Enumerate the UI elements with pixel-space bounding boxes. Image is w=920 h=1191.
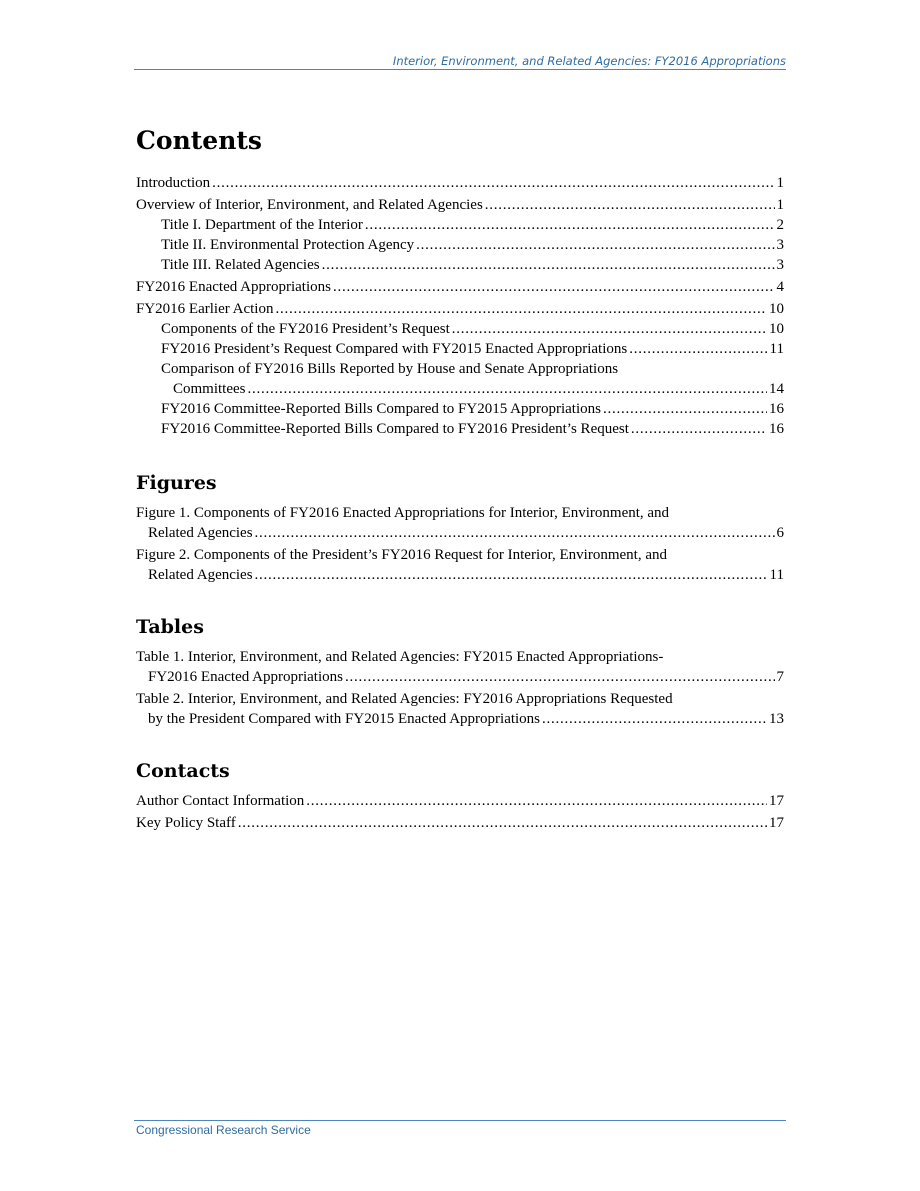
dot-leader [485,195,775,215]
toc-entry-text-line2: Related Agencies [148,525,253,541]
toc-entry-text: FY2016 Earlier Action [136,301,274,317]
toc-entry-title-i[interactable] [136,215,784,235]
toc-entry-table-1[interactable] [136,647,784,687]
figures-heading: Figures [136,472,217,494]
toc-page-number: 3 [776,257,784,273]
toc-entry-committee-vs-fy2015[interactable] [136,399,784,419]
toc-entry-text: Components of the FY2016 President’s Request [161,321,450,337]
toc-page-number: 16 [769,421,784,437]
toc-page-number: 3 [776,237,784,253]
toc-page-number: 14 [769,381,784,397]
toc-entry-overview[interactable] [136,195,784,215]
dot-leader [238,813,767,833]
toc-entry-text: Overview of Interior, Environment, and Related Agencies [136,197,483,213]
toc-entry-enacted[interactable] [136,277,784,297]
contents-section [136,123,784,439]
footer-divider [134,1120,786,1121]
dot-leader [629,339,767,359]
toc-entry-text: Author Contact Information [136,793,305,809]
dot-leader [212,173,774,193]
toc-entry-text: Key Policy Staff [136,815,236,831]
toc-entry-figure-1[interactable] [136,503,784,543]
toc-page-number: 10 [769,301,784,317]
toc-entry-text: FY2016 President’s Request Compared with FY2015 Enacted Appropriations [161,341,628,357]
dot-leader [248,379,768,399]
contacts-section [136,757,784,833]
dot-leader [333,277,775,297]
dot-leader [416,235,774,255]
toc-page-number: 6 [776,525,784,541]
toc-entry-request-vs-fy2015[interactable] [136,339,784,359]
toc-entry-text-line1: Figure 1. Components of FY2016 Enacted Appropriations for Interior, Environment, and [136,505,670,521]
figures-section [136,469,784,585]
toc-page-number: 16 [769,401,784,417]
toc-entry-text: FY2016 Committee-Reported Bills Compared to FY2016 President’s Request [161,421,629,437]
toc-entry-figure-2[interactable] [136,545,784,585]
toc-page-number: 2 [776,217,784,233]
dot-leader [631,419,767,439]
dot-leader [255,565,768,585]
toc-entry-text-line1: Figure 2. Components of the President’s FY2016 Request for Interior, Environment, and [136,547,667,563]
toc-entry-components-request[interactable] [136,319,784,339]
toc-page-number: 13 [769,711,784,727]
toc-entry-text-line1: Table 1. Interior, Environment, and Related Agencies: FY2015 Enacted Appropriations- [136,649,664,665]
toc-page-number: 11 [769,341,784,357]
dot-leader [322,255,775,275]
toc-entry-text: Title I. Department of the Interior [161,217,363,233]
toc-entry-key-policy-staff[interactable] [136,813,784,833]
tables-section [136,613,784,729]
dot-leader [345,667,775,687]
toc-entry-text: Title II. Environmental Protection Agency [161,237,415,253]
toc-entry-title-iii[interactable] [136,255,784,275]
toc-page-number: 4 [776,279,784,295]
toc-entry-author-contact[interactable] [136,791,784,811]
toc-entry-text: Title III. Related Agencies [161,257,320,273]
toc-page-number: 7 [776,669,784,685]
dot-leader [275,299,767,319]
dot-leader [452,319,767,339]
table-of-contents [136,123,784,861]
toc-entry-table-2[interactable] [136,689,784,729]
footer-publisher: Congressional Research Service [136,1123,311,1137]
dot-leader [306,791,767,811]
toc-page-number: 17 [769,815,784,831]
toc-page-number: 11 [769,567,784,583]
toc-entry-comparison-bills[interactable] [136,359,784,399]
toc-page-number: 1 [776,197,784,213]
dot-leader [542,709,767,729]
toc-entry-text: Introduction [136,175,211,191]
toc-entry-earlier-action[interactable] [136,299,784,319]
toc-entry-title-ii[interactable] [136,235,784,255]
toc-page-number: 10 [769,321,784,337]
toc-entry-text: FY2016 Enacted Appropriations [136,279,331,295]
dot-leader [255,523,775,543]
running-header: Interior, Environment, and Related Agencies: FY2016 Appropriations [134,54,786,70]
toc-entry-text: FY2016 Committee-Reported Bills Compared to FY2015 Appropriations [161,401,601,417]
toc-page-number: 1 [776,175,784,191]
contacts-heading: Contacts [136,760,230,782]
toc-entry-text-line1: Comparison of FY2016 Bills Reported by House and Senate Appropriations [161,361,619,377]
toc-entry-text-line2: by the President Compared with FY2015 Enacted Appropriations [148,711,541,727]
tables-heading: Tables [136,616,204,638]
toc-page-number: 17 [769,793,784,809]
toc-entry-introduction[interactable] [136,173,784,193]
toc-entry-text-line2: Related Agencies [148,567,253,583]
toc-entry-text-line2: Committees [173,381,246,397]
contents-heading: Contents [136,126,263,155]
toc-entry-text-line2: FY2016 Enacted Appropriations [148,669,343,685]
toc-entry-committee-vs-request[interactable] [136,419,784,439]
toc-entry-text-line1: Table 2. Interior, Environment, and Related Agencies: FY2016 Appropriations Requested [136,691,673,707]
dot-leader [603,399,767,419]
dot-leader [365,215,775,235]
